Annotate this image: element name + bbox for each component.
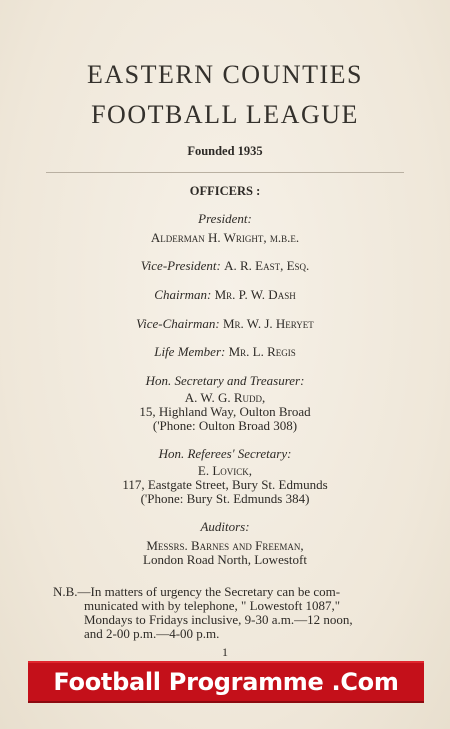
officers-heading: OFFICERS : [189,184,261,198]
life-member-label: Life Member: [154,344,226,359]
watermark-text: Football Programme .Com [53,668,399,696]
vice-chairman-line [0,316,450,331]
vice-chairman-label: Vice-Chairman: [136,316,220,331]
vice-president-line [0,258,450,273]
league-title-line1: EASTERN COUNTIES [86,60,364,89]
vice-chairman-name: Mr. W. J. Heryet [222,316,314,331]
referees-secretary-name: E. Lovick, [197,463,253,478]
page-number: 1 [222,645,228,659]
secretary-name: A. W. G. Rudd, [184,390,266,405]
note-line-2: municated with by telephone, " Lowestoft 1087," [84,598,341,613]
vice-president-name: A. R. East, Esq. [224,258,310,273]
watermark-banner [28,661,424,703]
note-line-4: and 2-00 p.m.—4-00 p.m. [84,626,220,641]
life-member-name: Mr. L. Regis [228,344,296,359]
note-line-1: N.B.—In matters of urgency the Secretary can be com- [53,584,341,599]
divider [46,172,404,173]
auditors-address: London Road North, Lowestoft [143,552,307,567]
secretary-label: Hon. Secretary and Treasurer: [145,373,305,388]
chairman-line [0,287,450,302]
auditors-label: Auditors: [200,519,250,534]
vice-president-label: Vice-President: [140,258,221,273]
president-name: Alderman H. Wright, m.b.e. [150,230,300,245]
referees-secretary-address: 117, Eastgate Street, Bury St. Edmunds [122,477,328,492]
secretary-address: 15, Highland Way, Oulton Broad [139,404,311,419]
secretary-phone: ('Phone: Oulton Broad 308) [152,418,298,433]
referees-secretary-label: Hon. Referees' Secretary: [158,446,292,461]
president-label: President: [198,211,252,226]
life-member-line [0,344,450,359]
note-line-3: Mondays to Fridays inclusive, 9-30 a.m.—12 noon, [84,612,353,627]
referees-secretary-phone: ('Phone: Bury St. Edmunds 384) [140,491,310,506]
auditors-name: Messrs. Barnes and Freeman, [146,538,304,553]
urgency-note [53,585,413,641]
league-title-line2: FOOTBALL LEAGUE [91,100,359,129]
founded-year: Founded 1935 [187,144,263,158]
chairman-name: Mr. P. W. Dash [214,287,296,302]
chairman-label: Chairman: [154,287,212,302]
